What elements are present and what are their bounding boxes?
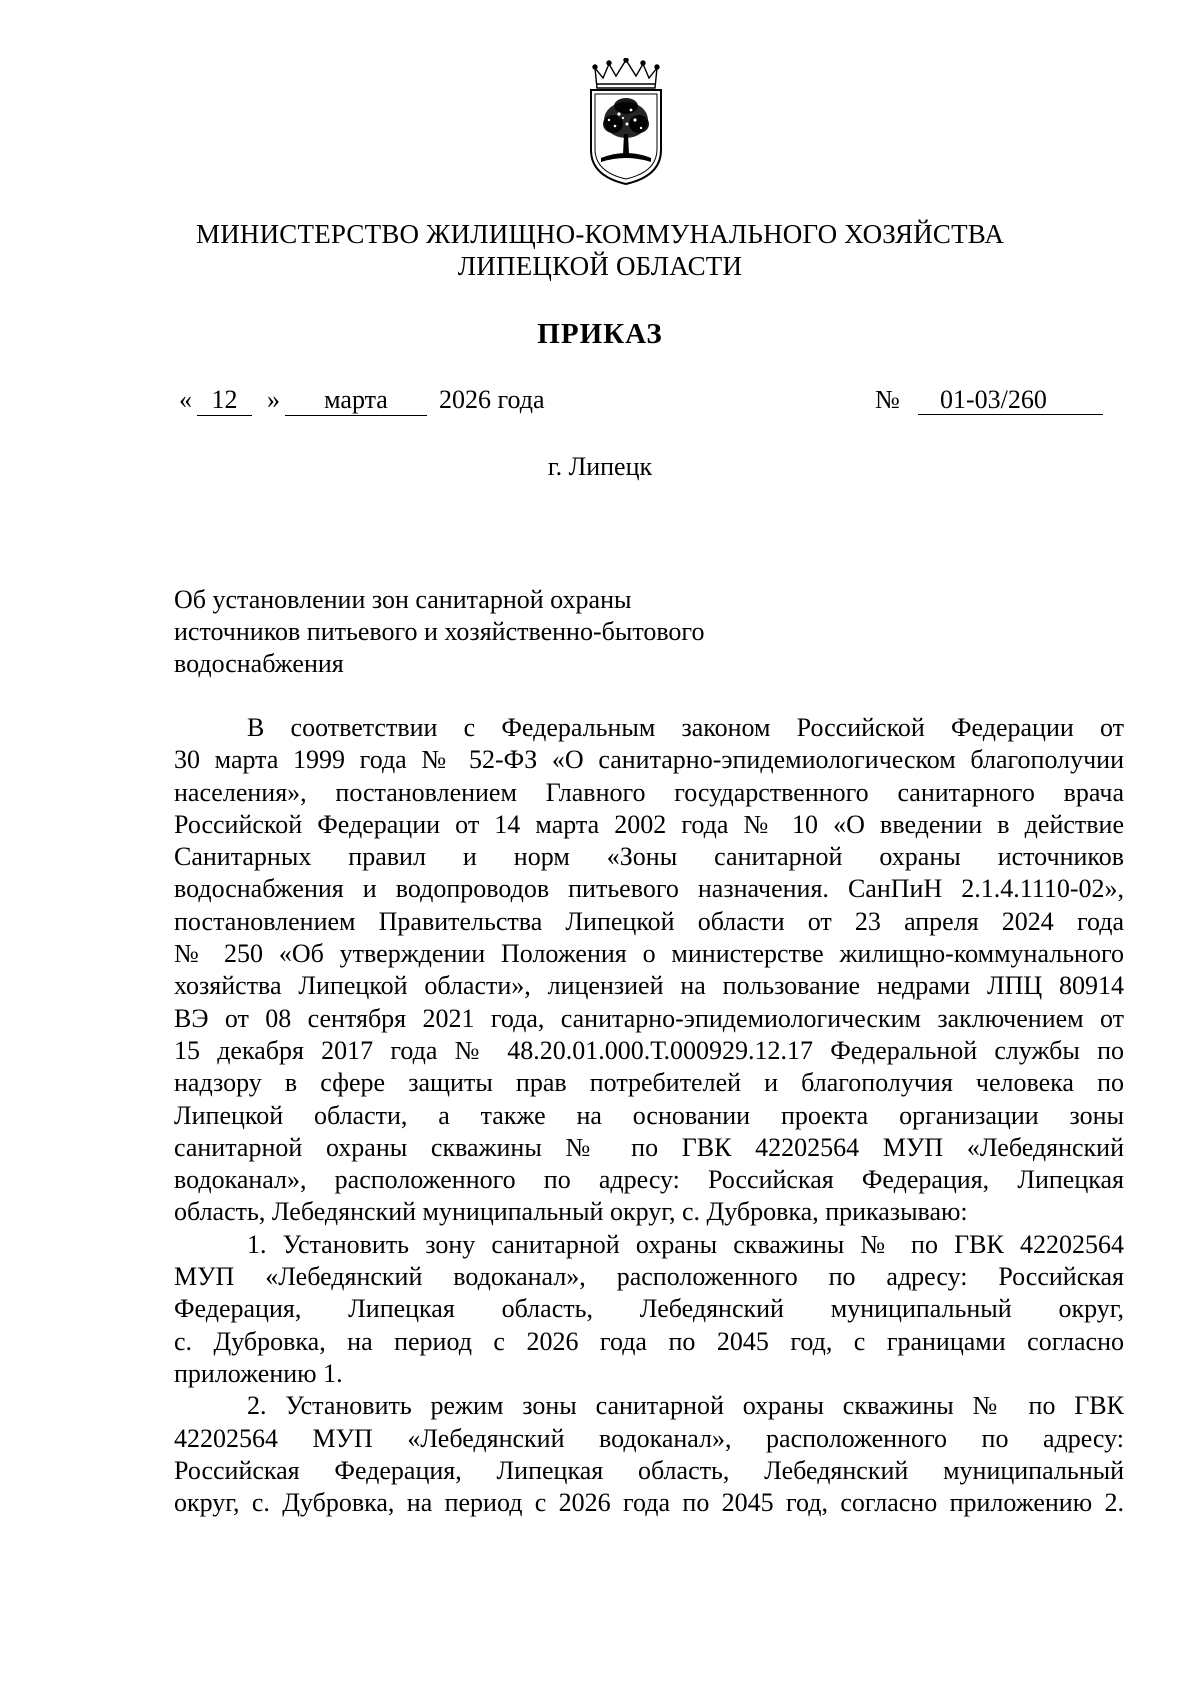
ministry-name-line1: МИНИСТЕРСТВО ЖИЛИЩНО-КОММУНАЛЬНОГО ХОЗЯЙСТВА <box>195 219 1005 249</box>
body-line: хозяйства Липецкой области», лицензией на пользование недрами ЛПЦ 80914 <box>174 971 1124 1001</box>
coat-of-arms-icon <box>583 58 669 186</box>
subject-line: источников питьевого и хозяйственно-бытового <box>174 617 705 646</box>
body-line: водоканал», расположенного по адресу: Российская Федерация, Липецкая <box>174 1165 1124 1195</box>
body-line: ВЭ от 08 сентября 2021 года, санитарно-эпидемиологическим заключением от <box>174 1003 1124 1033</box>
body-line: Санитарных правил и норм «Зоны санитарной охраны источников <box>174 842 1124 872</box>
body-line: 42202564 МУП «Лебедянский водоканал», расположенного по адресу: <box>174 1423 1124 1453</box>
body-line: область, Лебедянский муниципальный округ, с. Дубровка, приказываю: <box>174 1197 968 1227</box>
body-line: 2. Установить режим зоны санитарной охраны скважины № по ГВК <box>247 1391 1124 1421</box>
body-line: постановлением Правительства Липецкой области от 23 апреля 2024 года <box>174 906 1124 936</box>
body-line: МУП «Лебедянский водоканал», расположенного по адресу: Российская <box>174 1262 1124 1292</box>
date-month: марта <box>285 385 427 416</box>
body-line: надзору в сфере защиты прав потребителей и благополучия человека по <box>174 1068 1124 1098</box>
body-line: 1. Установить зону санитарной охраны скважины № по ГВК 42202564 <box>247 1229 1124 1259</box>
city: г. Липецк <box>547 452 653 481</box>
body-line: округ, с. Дубровка, на период с 2026 года по 2045 год, согласно приложению 2. <box>174 1488 1124 1518</box>
subject-block <box>174 584 774 680</box>
date-open-quote: « <box>179 385 192 414</box>
body-line: Липецкой области, а также на основании проекта организации зоны <box>174 1100 1124 1130</box>
body-text <box>174 712 1124 1519</box>
body-line: В соответствии с Федеральным законом Российской Федерации от <box>247 713 1124 742</box>
date-year: 2026 года <box>439 385 545 414</box>
date-day: 12 <box>197 385 252 416</box>
body-line: водоснабжения и водопроводов питьевого назначения. СанПиН 2.1.4.1110-02», <box>174 874 1124 904</box>
date-close-quote: » <box>267 385 280 414</box>
body-line: Российская Федерация, Липецкая область, Лебедянский муниципальный <box>174 1455 1124 1485</box>
subject-line: водоснабжения <box>174 649 344 678</box>
body-line: № 250 «Об утверждении Положения о министерстве жилищно-коммунального <box>174 939 1124 969</box>
body-line: санитарной охраны скважины № по ГВК 42202564 МУП «Лебедянский <box>174 1132 1124 1162</box>
number-sign: № <box>875 385 900 414</box>
document-title: ПРИКАЗ <box>537 318 663 350</box>
document-number: 01-03/260 <box>918 385 1103 415</box>
ministry-name-line2: ЛИПЕЦКОЙ ОБЛАСТИ <box>457 251 743 281</box>
body-line: приложению 1. <box>174 1358 343 1388</box>
body-line: Российской Федерации от 14 марта 2002 года № 10 «О введении в действие <box>174 809 1124 839</box>
body-line: Федерация, Липецкая область, Лебедянский муниципальный округ, <box>174 1294 1124 1324</box>
body-line: 15 декабря 2017 года № 48.20.01.000.Т.000929.12.17 Федеральной службы по <box>174 1035 1124 1065</box>
body-line: 30 марта 1999 года № 52-ФЗ «О санитарно-эпидемиологическом благополучии <box>174 745 1124 775</box>
body-line: с. Дубровка, на период с 2026 года по 2045 год, с границами согласно <box>174 1326 1124 1356</box>
subject-line: Об установлении зон санитарной охраны <box>174 585 632 614</box>
body-line: населения», постановлением Главного государственного санитарного врача <box>174 777 1124 807</box>
